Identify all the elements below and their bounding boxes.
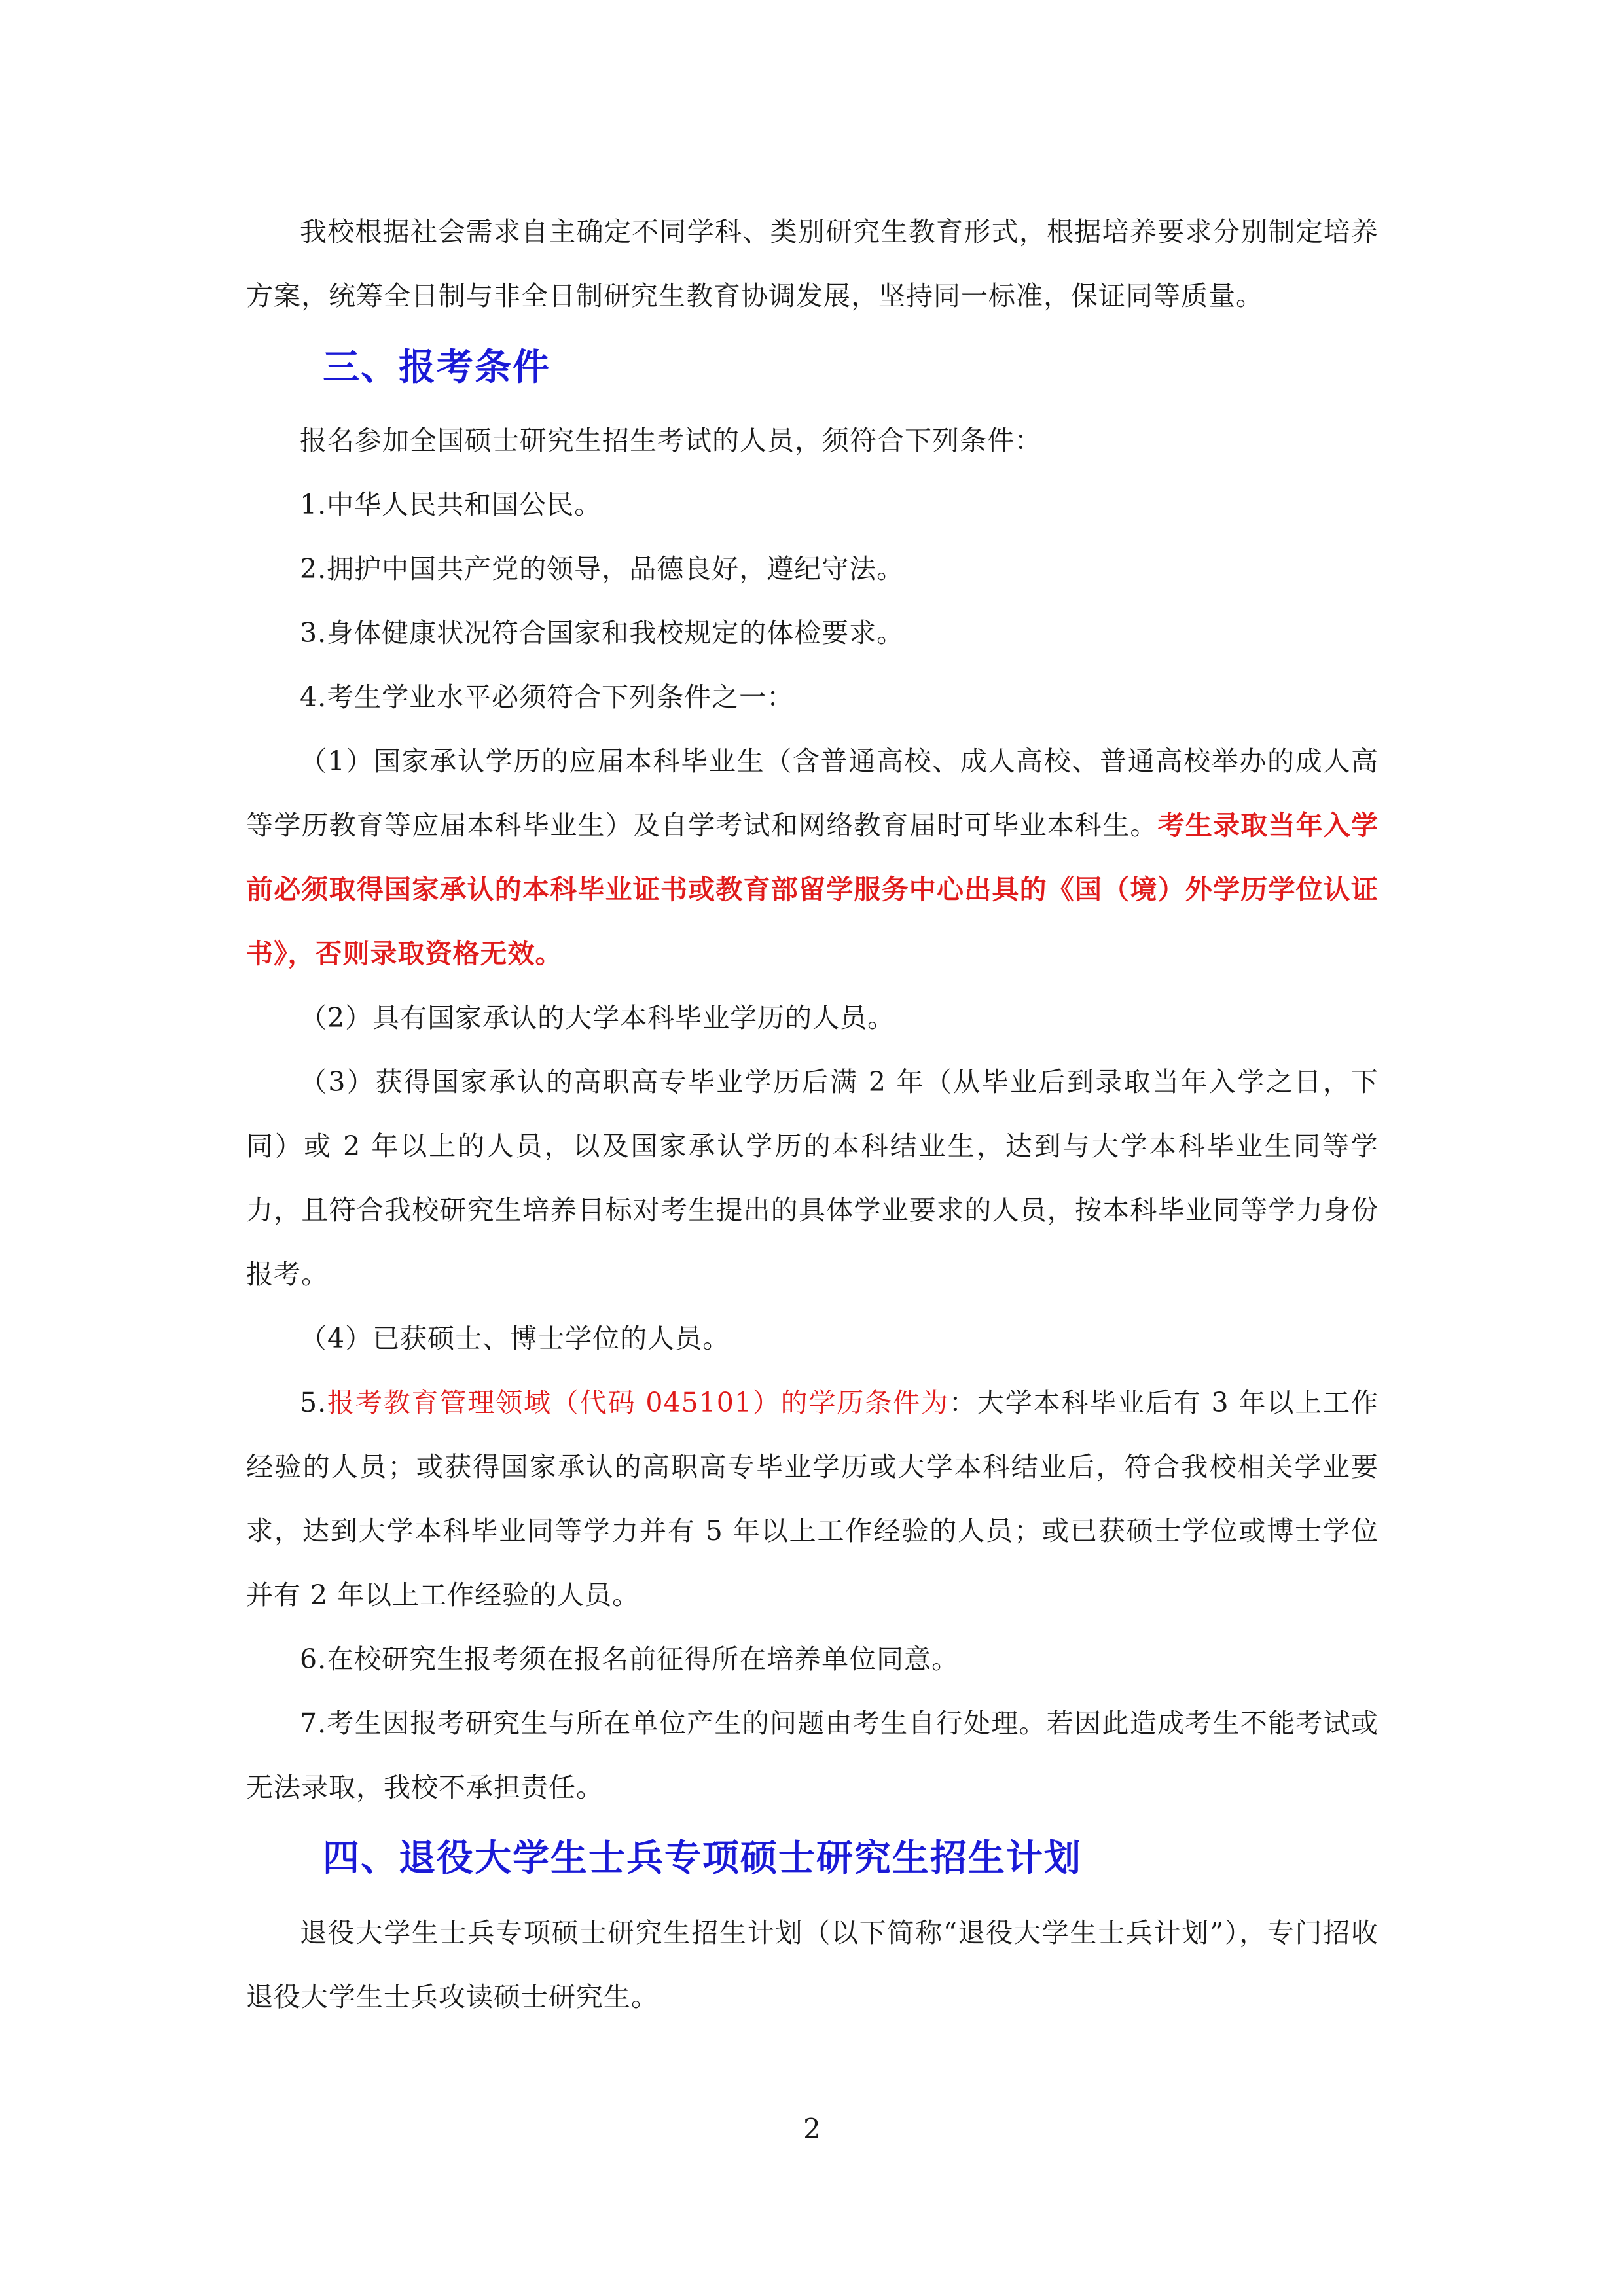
condition-5 [246, 1371, 1379, 1627]
condition-2: 2.拥护中国共产党的领导，品德良好，遵纪守法。 [300, 553, 905, 584]
condition-4: 4.考生学业水平必须符合下列条件之一： [300, 681, 795, 713]
condition-4-4: （4）已获硕士、博士学位的人员。 [300, 1323, 731, 1354]
conditions-intro: 报名参加全国硕士研究生招生考试的人员，须符合下列条件： [300, 425, 1042, 456]
section-4-heading: 四、退役大学生士兵专项硕士研究生招生计划 [323, 1837, 1082, 1880]
condition-5-number: 5. [300, 1387, 327, 1418]
condition-4-1-warning: 考生录取当年入学前必须取得国家承认的本科毕业证书或教育部留学服务中心出具的《国（境）外学历学位认证书》，否则录取资格无效。 [246, 810, 1379, 969]
condition-3: 3.身体健康状况符合国家和我校规定的体检要求。 [300, 617, 905, 649]
condition-4-1 [246, 729, 1379, 986]
condition-1: 1.中华人民共和国公民。 [300, 489, 602, 520]
condition-4-1-text: （1）国家承认学历的应届本科毕业生（含普通高校、成人高校、普通高校举办的成人高等学历教育等应届本科毕业生）及自学考试和网络教育届时可毕业本科生。 [246, 745, 1379, 841]
condition-4-2: （2）具有国家承认的大学本科毕业学历的人员。 [300, 1002, 895, 1033]
condition-6: 6.在校研究生报考须在报名前征得所在培养单位同意。 [300, 1643, 960, 1675]
condition-5-text: ：大学本科毕业后有 3 年以上工作经验的人员；或获得国家承认的高职高专毕业学历或大学本科结业后，符合我校相关学业要求，达到大学本科毕业同等学力并有 5 年以上工作经验的人员；或已获硕士学位或博士学位并有 2 年以上工作经验的人员。 [246, 1387, 1379, 1611]
plan-paragraph: 退役大学生士兵专项硕士研究生招生计划（以下简称“退役大学生士兵计划”），专门招收退役大学生士兵攻读硕士研究生。 [246, 1917, 1379, 2013]
section-3-heading: 三、报考条件 [323, 346, 550, 389]
condition-7: 7.考生因报考研究生与所在单位产生的问题由考生自行处理。若因此造成考生不能考试或无法录取，我校不承担责任。 [246, 1708, 1379, 1803]
page-number: 2 [803, 2113, 821, 2145]
intro-paragraph: 我校根据社会需求自主确定不同学科、类别研究生教育形式，根据培养要求分别制定培养方案，统筹全日制与非全日制研究生教育协调发展，坚持同一标准，保证同等质量。 [246, 216, 1379, 312]
condition-5-highlight: 报考教育管理领域（代码 045101）的学历条件为 [327, 1387, 949, 1418]
condition-4-3: （3）获得国家承认的高职高专毕业学历后满 2 年（从毕业后到录取当年入学之日，下同）或 2 年以上的人员，以及国家承认学历的本科结业生，达到与大学本科毕业生同等学力，且符合我校研究生培养目标对考生提出的具体学业要求的人员，按本科毕业同等学力身份报考。 [246, 1066, 1379, 1290]
